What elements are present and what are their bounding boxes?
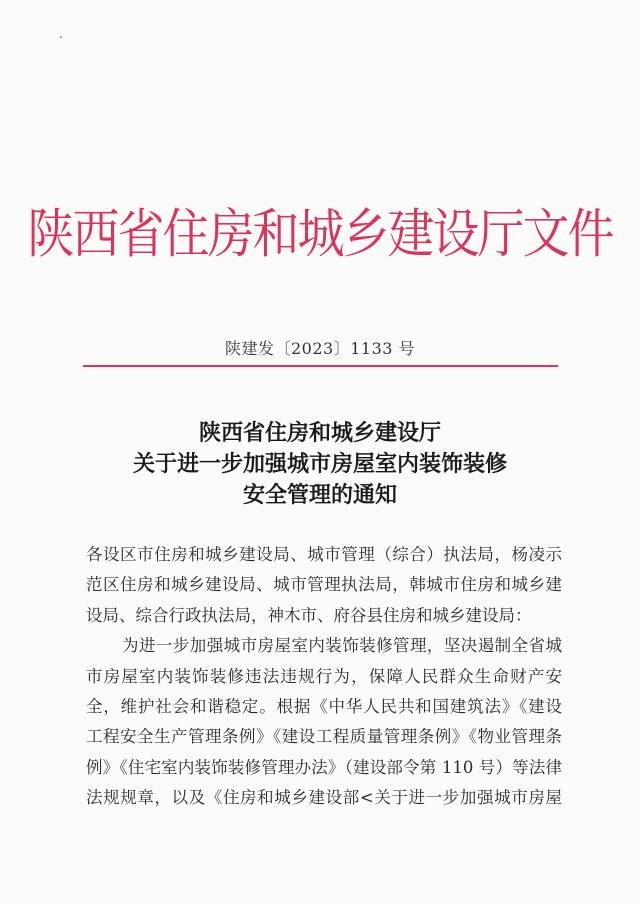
notice-title — [0, 418, 640, 511]
body-line: 范区住房和城乡建设局、城市管理执法局，韩城市住房和城乡建 — [86, 575, 562, 595]
body-line: 设局、综合行政执法局，神木市、府谷县住房和城乡建设局： — [86, 605, 532, 625]
body-line: 工程安全生产管理条例》《建设工程质量管理条例》《物业管理条 — [86, 727, 562, 747]
body-line: 例》《住宅室内装饰装修管理办法》（建设部令第 110 号）等法律 — [86, 757, 562, 777]
notice-title-line-2: 关于进一步加强城市房屋室内装饰装修 — [132, 451, 507, 477]
body-line: 法规规章，以及《住房和城乡建设部<关于进一步加强城市房屋 — [86, 788, 562, 808]
body-line: 市房屋室内装饰装修违法违规行为，保障人民群众生命财产安 — [86, 666, 562, 686]
body-line: 各设区市住房和城乡建设局、城市管理（综合）执法局，杨凌示 — [86, 545, 562, 564]
notice-title-line-3: 安全管理的通知 — [242, 482, 397, 508]
document-number: 陕建发〔2023〕1133 号 — [224, 339, 416, 358]
notice-title-line-1: 陕西省住房和城乡建设厅 — [198, 420, 441, 446]
issuer-header-title: 陕西省住房和城乡建设厅文件 — [27, 203, 613, 266]
scan-speck — [60, 36, 62, 38]
body-line: 为进一步加强城市房屋室内装饰装修管理，坚决遏制全省城 — [122, 636, 562, 656]
body-text — [86, 540, 562, 814]
body-line: 全，维护社会和谐稳定。根据《中华人民共和国建筑法》《建设 — [86, 696, 562, 716]
red-separator-line — [83, 365, 558, 367]
